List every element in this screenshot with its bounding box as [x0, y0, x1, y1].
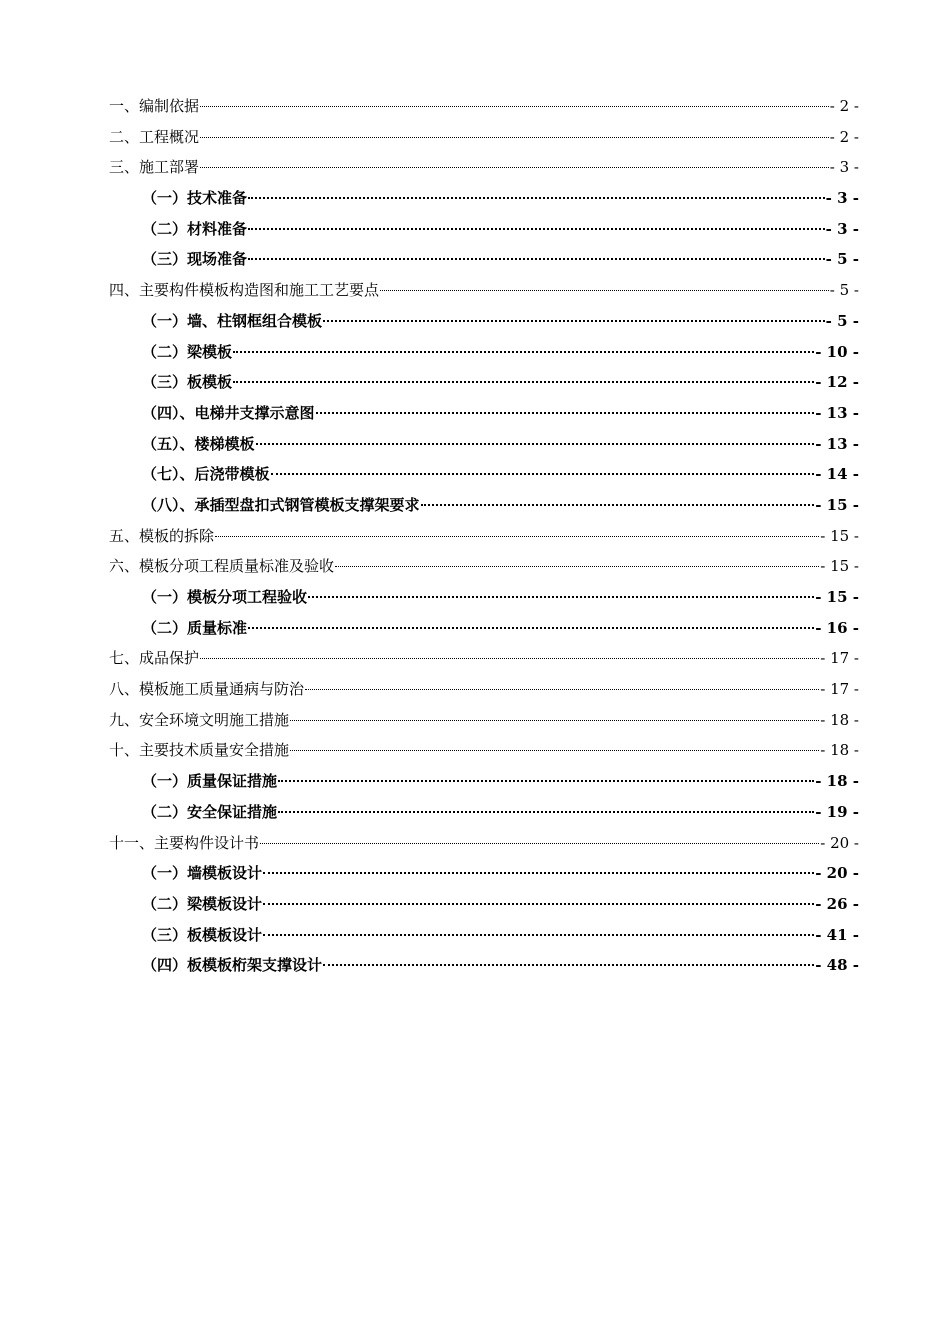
toc-entry-page-number: - 16 - — [815, 618, 859, 637]
toc-entry-title: 三、施工部署 — [109, 158, 200, 177]
table-of-contents — [109, 91, 859, 981]
toc-entry[interactable] — [109, 429, 859, 460]
toc-entry[interactable] — [109, 521, 859, 552]
dot-leader — [200, 658, 819, 659]
toc-entry-page-number: - 2 - — [829, 97, 859, 115]
toc-entry[interactable] — [109, 398, 859, 429]
toc-entry-page-number: - 15 - — [820, 526, 859, 545]
toc-entry-title: 八、模板施工质量通病与防治 — [109, 680, 305, 699]
toc-entry[interactable] — [109, 337, 859, 368]
toc-entry-page-number: - 17 - — [820, 680, 859, 699]
dot-leader — [256, 443, 815, 445]
toc-entry[interactable] — [109, 643, 859, 674]
toc-entry[interactable] — [109, 367, 859, 398]
dot-leader — [233, 351, 814, 353]
toc-entry-title: 二、工程概况 — [109, 127, 200, 146]
dot-leader — [263, 934, 814, 936]
dot-leader — [248, 197, 825, 199]
toc-entry-page-number: - 17 - — [820, 649, 859, 668]
dot-leader — [248, 228, 825, 230]
toc-entry[interactable] — [109, 551, 859, 582]
toc-entry-page-number: - 13 - — [815, 434, 859, 453]
toc-entry-title: 六、模板分项工程质量标准及验收 — [109, 557, 335, 576]
toc-entry[interactable] — [109, 152, 859, 183]
toc-entry[interactable] — [109, 490, 859, 521]
toc-entry-page-number: - 13 - — [815, 403, 859, 422]
toc-entry-title: （二）安全保证措施 — [142, 802, 278, 821]
toc-entry[interactable] — [109, 214, 859, 245]
toc-entry[interactable] — [109, 459, 859, 490]
dot-leader — [200, 137, 829, 138]
toc-entry-page-number: - 26 - — [815, 894, 859, 913]
toc-entry[interactable] — [109, 306, 859, 337]
toc-entry-page-number: - 18 - — [820, 741, 859, 760]
toc-entry-title: （四）板模板桁架支撑设计 — [142, 956, 323, 975]
toc-entry-page-number: - 15 - — [815, 495, 859, 514]
dot-leader — [271, 473, 815, 475]
toc-entry[interactable] — [109, 582, 859, 613]
toc-entry-page-number: - 15 - — [820, 557, 859, 576]
toc-entry-title: 七、成品保护 — [109, 649, 200, 668]
toc-entry-page-number: - 41 - — [815, 925, 859, 944]
toc-entry-page-number: - 5 - — [829, 281, 859, 300]
toc-entry-title: 十一、主要构件设计书 — [109, 833, 260, 852]
toc-entry-page-number: - 18 - — [815, 772, 859, 791]
toc-entry[interactable] — [109, 889, 859, 920]
toc-entry-title: （二）材料准备 — [142, 219, 248, 238]
dot-leader — [380, 290, 829, 291]
toc-entry-page-number: - 2 - — [829, 127, 859, 146]
toc-entry-title: 一、编制依据 — [109, 97, 200, 115]
toc-entry[interactable] — [109, 674, 859, 705]
toc-entry-title: （一）墙、柱钢框组合模板 — [142, 311, 323, 330]
dot-leader — [278, 811, 814, 813]
dot-leader — [233, 381, 814, 383]
toc-entry-page-number: - 20 - — [815, 864, 859, 883]
toc-entry-page-number: - 12 - — [815, 373, 859, 392]
toc-entry-page-number: - 18 - — [820, 710, 859, 729]
toc-entry-page-number: - 19 - — [815, 802, 859, 821]
dot-leader — [215, 536, 819, 537]
toc-entry[interactable] — [109, 91, 859, 122]
toc-entry-page-number: - 5 - — [825, 311, 859, 330]
toc-entry-page-number: - 5 - — [825, 250, 859, 269]
toc-entry-page-number: - 14 - — [815, 465, 859, 484]
toc-entry[interactable] — [109, 797, 859, 828]
toc-entry[interactable] — [109, 613, 859, 644]
dot-leader — [421, 504, 815, 506]
dot-leader — [305, 689, 819, 690]
toc-entry-title: （五）、楼梯模板 — [142, 434, 255, 453]
toc-entry[interactable] — [109, 950, 859, 981]
toc-entry-page-number: - 3 - — [829, 158, 859, 177]
toc-entry-title: （一）技术准备 — [142, 189, 248, 208]
dot-leader — [248, 627, 814, 629]
toc-entry-page-number: - 3 - — [825, 219, 859, 238]
toc-entry-title: （二）质量标准 — [142, 618, 248, 637]
toc-entry[interactable] — [109, 244, 859, 275]
dot-leader — [316, 412, 815, 414]
dot-leader — [308, 596, 814, 598]
toc-entry-title: （二）梁模板 — [142, 342, 233, 361]
toc-entry[interactable] — [109, 828, 859, 859]
dot-leader — [323, 964, 814, 966]
toc-entry-title: （八）、承插型盘扣式钢管模板支撑架要求 — [142, 495, 420, 514]
dot-leader — [278, 780, 814, 782]
toc-entry-title: （一）质量保证措施 — [142, 772, 278, 791]
dot-leader — [200, 106, 829, 107]
toc-entry[interactable] — [109, 705, 859, 736]
dot-leader — [248, 258, 825, 260]
toc-entry-page-number: - 20 - — [820, 833, 859, 852]
dot-leader — [200, 167, 829, 168]
toc-entry-title: 四、主要构件模板构造图和施工工艺要点 — [109, 281, 380, 300]
toc-entry-title: 十、主要技术质量安全措施 — [109, 741, 290, 760]
toc-entry-title: （一）墙模板设计 — [142, 864, 263, 883]
toc-entry[interactable] — [109, 766, 859, 797]
toc-entry-title: （三）板模板 — [142, 373, 233, 392]
dot-leader — [335, 566, 819, 567]
toc-entry[interactable] — [109, 735, 859, 766]
dot-leader — [290, 750, 819, 751]
toc-entry-title: （四）、电梯井支撑示意图 — [142, 403, 315, 422]
toc-entry[interactable] — [109, 858, 859, 889]
toc-entry-title: （七）、后浇带模板 — [142, 465, 270, 484]
toc-entry-page-number: - 10 - — [815, 342, 859, 361]
toc-entry-title: 九、安全环境文明施工措施 — [109, 710, 290, 729]
dot-leader — [323, 320, 825, 322]
dot-leader — [263, 903, 814, 905]
toc-entry-title: （三）现场准备 — [142, 250, 248, 269]
dot-leader — [263, 872, 814, 874]
toc-entry-page-number: - 3 - — [825, 189, 859, 208]
dot-leader — [290, 720, 819, 721]
toc-entry-title: 五、模板的拆除 — [109, 526, 215, 545]
dot-leader — [260, 843, 819, 844]
toc-entry[interactable] — [109, 122, 859, 153]
toc-entry[interactable] — [109, 183, 859, 214]
toc-entry-page-number: - 48 - — [815, 956, 859, 975]
toc-entry-page-number: - 15 - — [815, 588, 859, 606]
toc-entry-title: （一）模板分项工程验收 — [142, 588, 308, 606]
toc-entry-title: （三）板模板设计 — [142, 925, 263, 944]
toc-entry[interactable] — [109, 920, 859, 951]
toc-entry-title: （二）梁模板设计 — [142, 894, 263, 913]
toc-entry[interactable] — [109, 275, 859, 306]
